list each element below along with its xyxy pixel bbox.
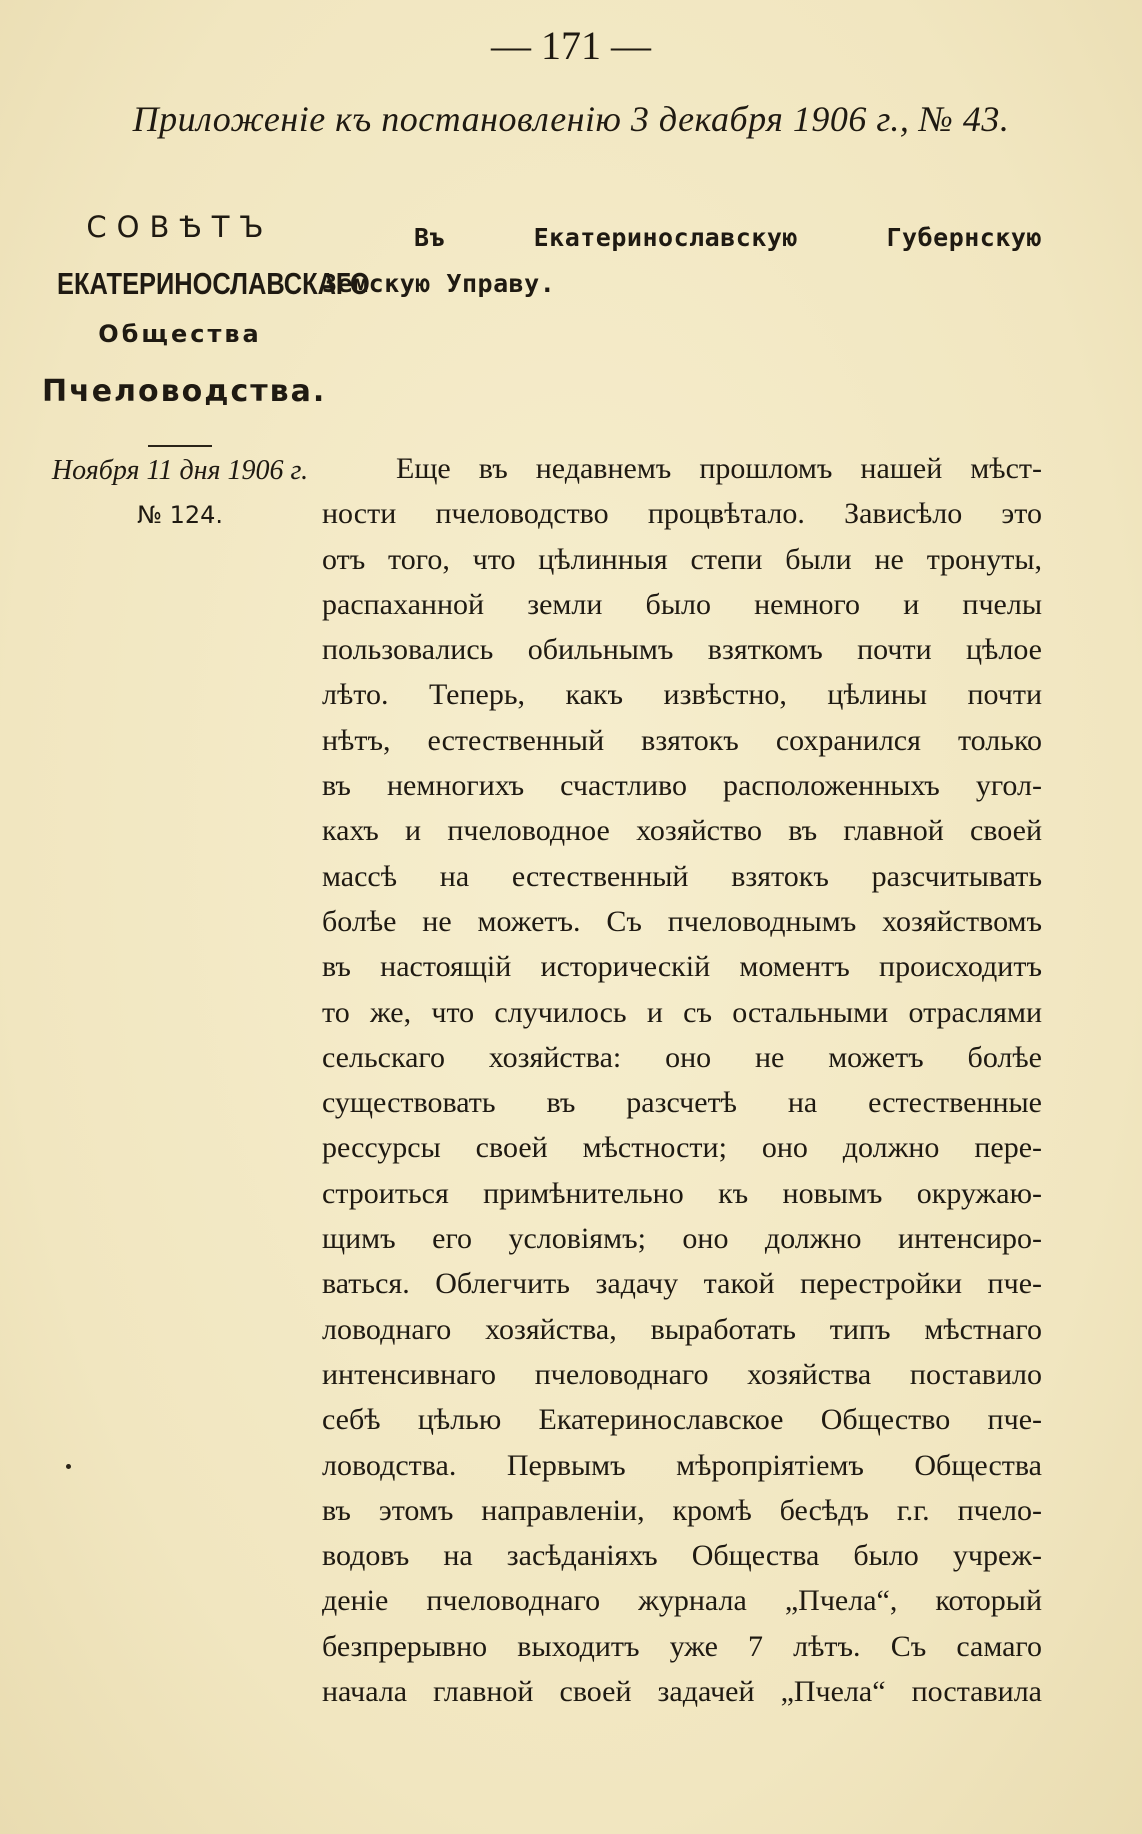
body-line: пользовались обильнымъ взяткомъ почти цѣлое [322, 633, 1042, 667]
sender-city: ЕКАТЕРИНОСЛАВСКАГО [57, 266, 370, 301]
body-line: лѣто. Теперь, какъ извѣстно, цѣлины почти [322, 678, 1042, 712]
body-line: начала главной своей задачей „Пчела“ поставила [322, 1675, 1042, 1709]
letter-body [322, 446, 1042, 1714]
page-number: — 171 — [491, 23, 651, 68]
body-line: строиться примѣнительно къ новымъ окружаю- [322, 1176, 1042, 1210]
sender-society: Общества [98, 320, 262, 348]
body-line: ловоднаго хозяйства, выработать типъ мѣстнаго [322, 1312, 1042, 1346]
body-line: отъ того, что цѣлинныя степи были не тронуты, [322, 542, 1042, 576]
recipient-line-2: Земскую Управу. [322, 269, 556, 298]
body-line: распаханной земли было немного и пчелы [322, 587, 1042, 621]
body-line: Еще въ недавнемъ прошломъ нашей мѣст- [396, 452, 1042, 485]
ink-dot [66, 1464, 71, 1469]
letter-number: № 124. [136, 501, 224, 529]
body-line: себѣ цѣлью Екатеринославское Общество пче- [322, 1403, 1042, 1437]
body-line: водовъ на засѣданіяхъ Общества было учреж- [322, 1539, 1042, 1573]
body-line: въ немногихъ счастливо расположенныхъ угол- [322, 769, 1042, 803]
body-line: ваться. Облегчить задачу такой перестройки пче- [322, 1267, 1042, 1301]
sender-beekeeping: Пчеловодства. [42, 374, 327, 409]
body-line: рессурсы своей мѣстности; оно должно пере- [322, 1131, 1042, 1165]
body-line: ловодства. Первымъ мѣропріятіемъ Общества [322, 1448, 1042, 1482]
body-line: сельскаго хозяйства: оно не можетъ болѣе [322, 1040, 1042, 1074]
sender-block [30, 210, 370, 529]
sender-divider [148, 445, 212, 447]
body-line: безпрерывно выходитъ уже 7 лѣтъ. Съ самаго [322, 1629, 1042, 1663]
body-line: интенсивнаго пчеловоднаго хозяйства поставило [322, 1357, 1042, 1391]
sender-council: СОВѢТЪ [86, 210, 274, 244]
recipient-line-1: Въ Екатеринославскую Губернскую [414, 223, 1042, 252]
body-line: массѣ на естественный взятокъ разсчитывать [322, 859, 1042, 893]
body-line: ности пчеловодство процвѣтало. Зависѣло это [322, 497, 1042, 531]
appendix-title: Приложеніе къ постановленію 3 декабря 1906 г., № 43. [132, 99, 1010, 139]
letter-date: Ноября 11 дня 1906 г. [51, 455, 309, 486]
body-line: въ этомъ направленіи, кромѣ бесѣдъ г.г. пчело- [322, 1493, 1042, 1527]
body-line: существовать въ разсчетѣ на естественные [322, 1086, 1042, 1120]
body-line: деніе пчеловоднаго журнала „Пчела“, который [322, 1584, 1042, 1618]
body-line: то же, что случилось и съ остальными отраслями [322, 995, 1042, 1029]
recipient-block [322, 215, 1042, 307]
body-line: болѣе не можетъ. Съ пчеловоднымъ хозяйствомъ [322, 904, 1042, 938]
body-line: щимъ его условіямъ; оно должно интенсиро- [322, 1222, 1042, 1256]
body-line: нѣтъ, естественный взятокъ сохранился только [322, 723, 1042, 757]
body-line: кахъ и пчеловодное хозяйство въ главной своей [322, 814, 1042, 848]
body-line: въ настоящій историческій моментъ происходитъ [322, 950, 1042, 984]
